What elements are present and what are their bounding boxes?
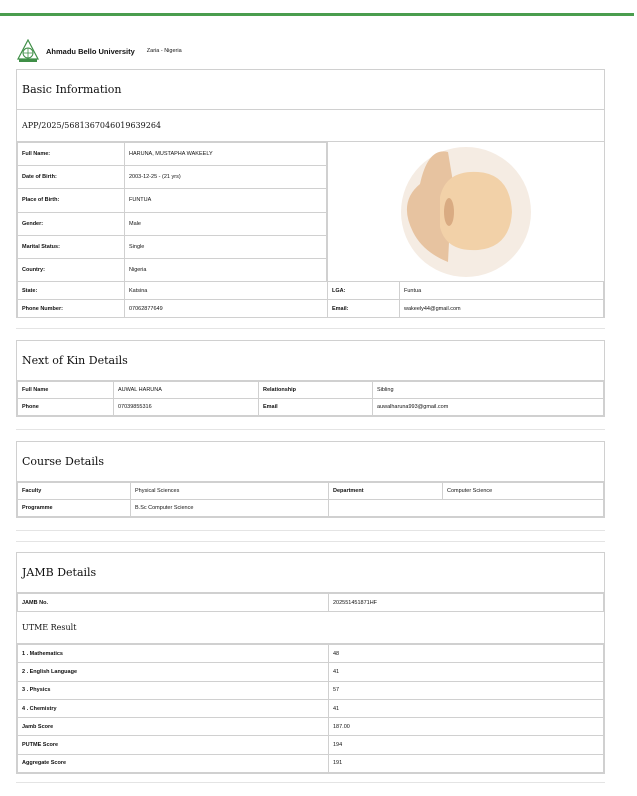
- subject-label: 4 . Chemistry: [18, 699, 329, 717]
- score-label: Aggregate Score: [18, 754, 329, 772]
- lga-value: Funtua: [400, 282, 604, 300]
- table-row: [18, 166, 327, 189]
- field-label: Full Name:: [18, 143, 125, 166]
- state-value: Katsina: [125, 282, 328, 300]
- subject-label: 2 . English Language: [18, 663, 329, 681]
- section-divider: [16, 530, 605, 531]
- field-label: Phone: [18, 399, 114, 416]
- field-label: Relationship: [259, 382, 373, 399]
- gender-value: Male: [125, 212, 327, 235]
- field-label: Email:: [328, 300, 400, 318]
- field-label: LGA:: [328, 282, 400, 300]
- top-accent-bar: [0, 13, 634, 16]
- section-divider: [16, 429, 605, 430]
- field-label: Gender:: [18, 212, 125, 235]
- faculty-value: Physical Sciences: [131, 483, 329, 500]
- department-value: Computer Science: [443, 483, 604, 500]
- kin-relationship-value: Sibling: [373, 382, 604, 399]
- marital-status-value: Single: [125, 235, 327, 258]
- score-label: PUTME Score: [18, 736, 329, 754]
- table-row: [18, 399, 604, 416]
- table-row: [18, 594, 604, 612]
- basic-information-section: [16, 69, 605, 318]
- dob-value: 2003-12-25 - (21 yrs): [125, 166, 327, 189]
- field-label: Department: [329, 483, 443, 500]
- table-row: [18, 483, 604, 500]
- kin-email-value: auwalharuna993@gmail.com: [373, 399, 604, 416]
- section-title-kin: Next of Kin Details: [17, 341, 604, 381]
- phone-value: 07062877649: [125, 300, 328, 318]
- table-row: [18, 212, 327, 235]
- field-label: Full Name: [18, 382, 114, 399]
- field-label: JAMB No.: [18, 594, 329, 612]
- table-row: [18, 382, 604, 399]
- table-row: [18, 189, 327, 212]
- table-row: [18, 754, 604, 772]
- subject-score: 41: [329, 699, 604, 717]
- putme-score-value: 194: [329, 736, 604, 754]
- kin-phone-value: 07039855316: [114, 399, 259, 416]
- table-row: [18, 500, 604, 517]
- kin-name-value: AUWAL HARUNA: [114, 382, 259, 399]
- country-value: Nigeria: [125, 258, 327, 281]
- subject-label: 1 . Mathematics: [18, 645, 329, 663]
- programme-value: B.Sc Computer Science: [131, 500, 329, 517]
- field-label: Programme: [18, 500, 131, 517]
- score-label: Jamb Score: [18, 718, 329, 736]
- subject-score: 41: [329, 663, 604, 681]
- field-label: Phone Number:: [18, 300, 125, 318]
- table-row: [18, 681, 604, 699]
- table-row: [18, 645, 604, 663]
- table-row: [18, 235, 327, 258]
- jamb-score-value: 187.00: [329, 718, 604, 736]
- table-row: [18, 143, 327, 166]
- table-row: [18, 300, 604, 318]
- table-row: [18, 718, 604, 736]
- section-divider: [16, 541, 605, 542]
- empty-cell: [329, 500, 604, 517]
- avatar-placeholder-icon: [328, 142, 605, 281]
- place-of-birth-value: FUNTUA: [125, 189, 327, 212]
- table-row: [18, 282, 604, 300]
- table-row: [18, 736, 604, 754]
- subject-label: 3 . Physics: [18, 681, 329, 699]
- subject-score: 57: [329, 681, 604, 699]
- email-value: wakeely44@gmail.com: [400, 300, 604, 318]
- section-title-jamb: JAMB Details: [17, 553, 604, 593]
- table-row: [18, 258, 327, 281]
- field-label: Faculty: [18, 483, 131, 500]
- field-label: Country:: [18, 258, 125, 281]
- field-label: Email: [259, 399, 373, 416]
- jamb-details-section: [16, 552, 605, 774]
- utme-result-title: UTME Result: [17, 612, 604, 644]
- document-header: [16, 38, 182, 64]
- section-title-basic: Basic Information: [17, 70, 604, 110]
- basic-info-grid: [17, 142, 604, 317]
- section-divider: [16, 328, 605, 329]
- section-divider: [16, 782, 605, 783]
- course-details-section: [16, 441, 605, 518]
- aggregate-score-value: 191: [329, 754, 604, 772]
- field-label: Date of Birth:: [18, 166, 125, 189]
- application-id: APP/2025/5681367046019639264: [17, 110, 604, 142]
- passport-photo: [327, 142, 604, 281]
- university-name: Ahmadu Bello University: [46, 46, 135, 56]
- university-location: Zaria - Nigeria: [146, 48, 182, 54]
- field-label: Place of Birth:: [18, 189, 125, 212]
- section-title-course: Course Details: [17, 442, 604, 482]
- next-of-kin-section: [16, 340, 605, 417]
- table-row: [18, 699, 604, 717]
- field-label: Marital Status:: [18, 235, 125, 258]
- table-row: [18, 663, 604, 681]
- university-crest-icon: [16, 39, 40, 63]
- subject-score: 48: [329, 645, 604, 663]
- field-label: State:: [18, 282, 125, 300]
- full-name-value: HARUNA, MUSTAPHA WAKEELY: [125, 143, 327, 166]
- jamb-number-value: 202551451871HF: [329, 594, 604, 612]
